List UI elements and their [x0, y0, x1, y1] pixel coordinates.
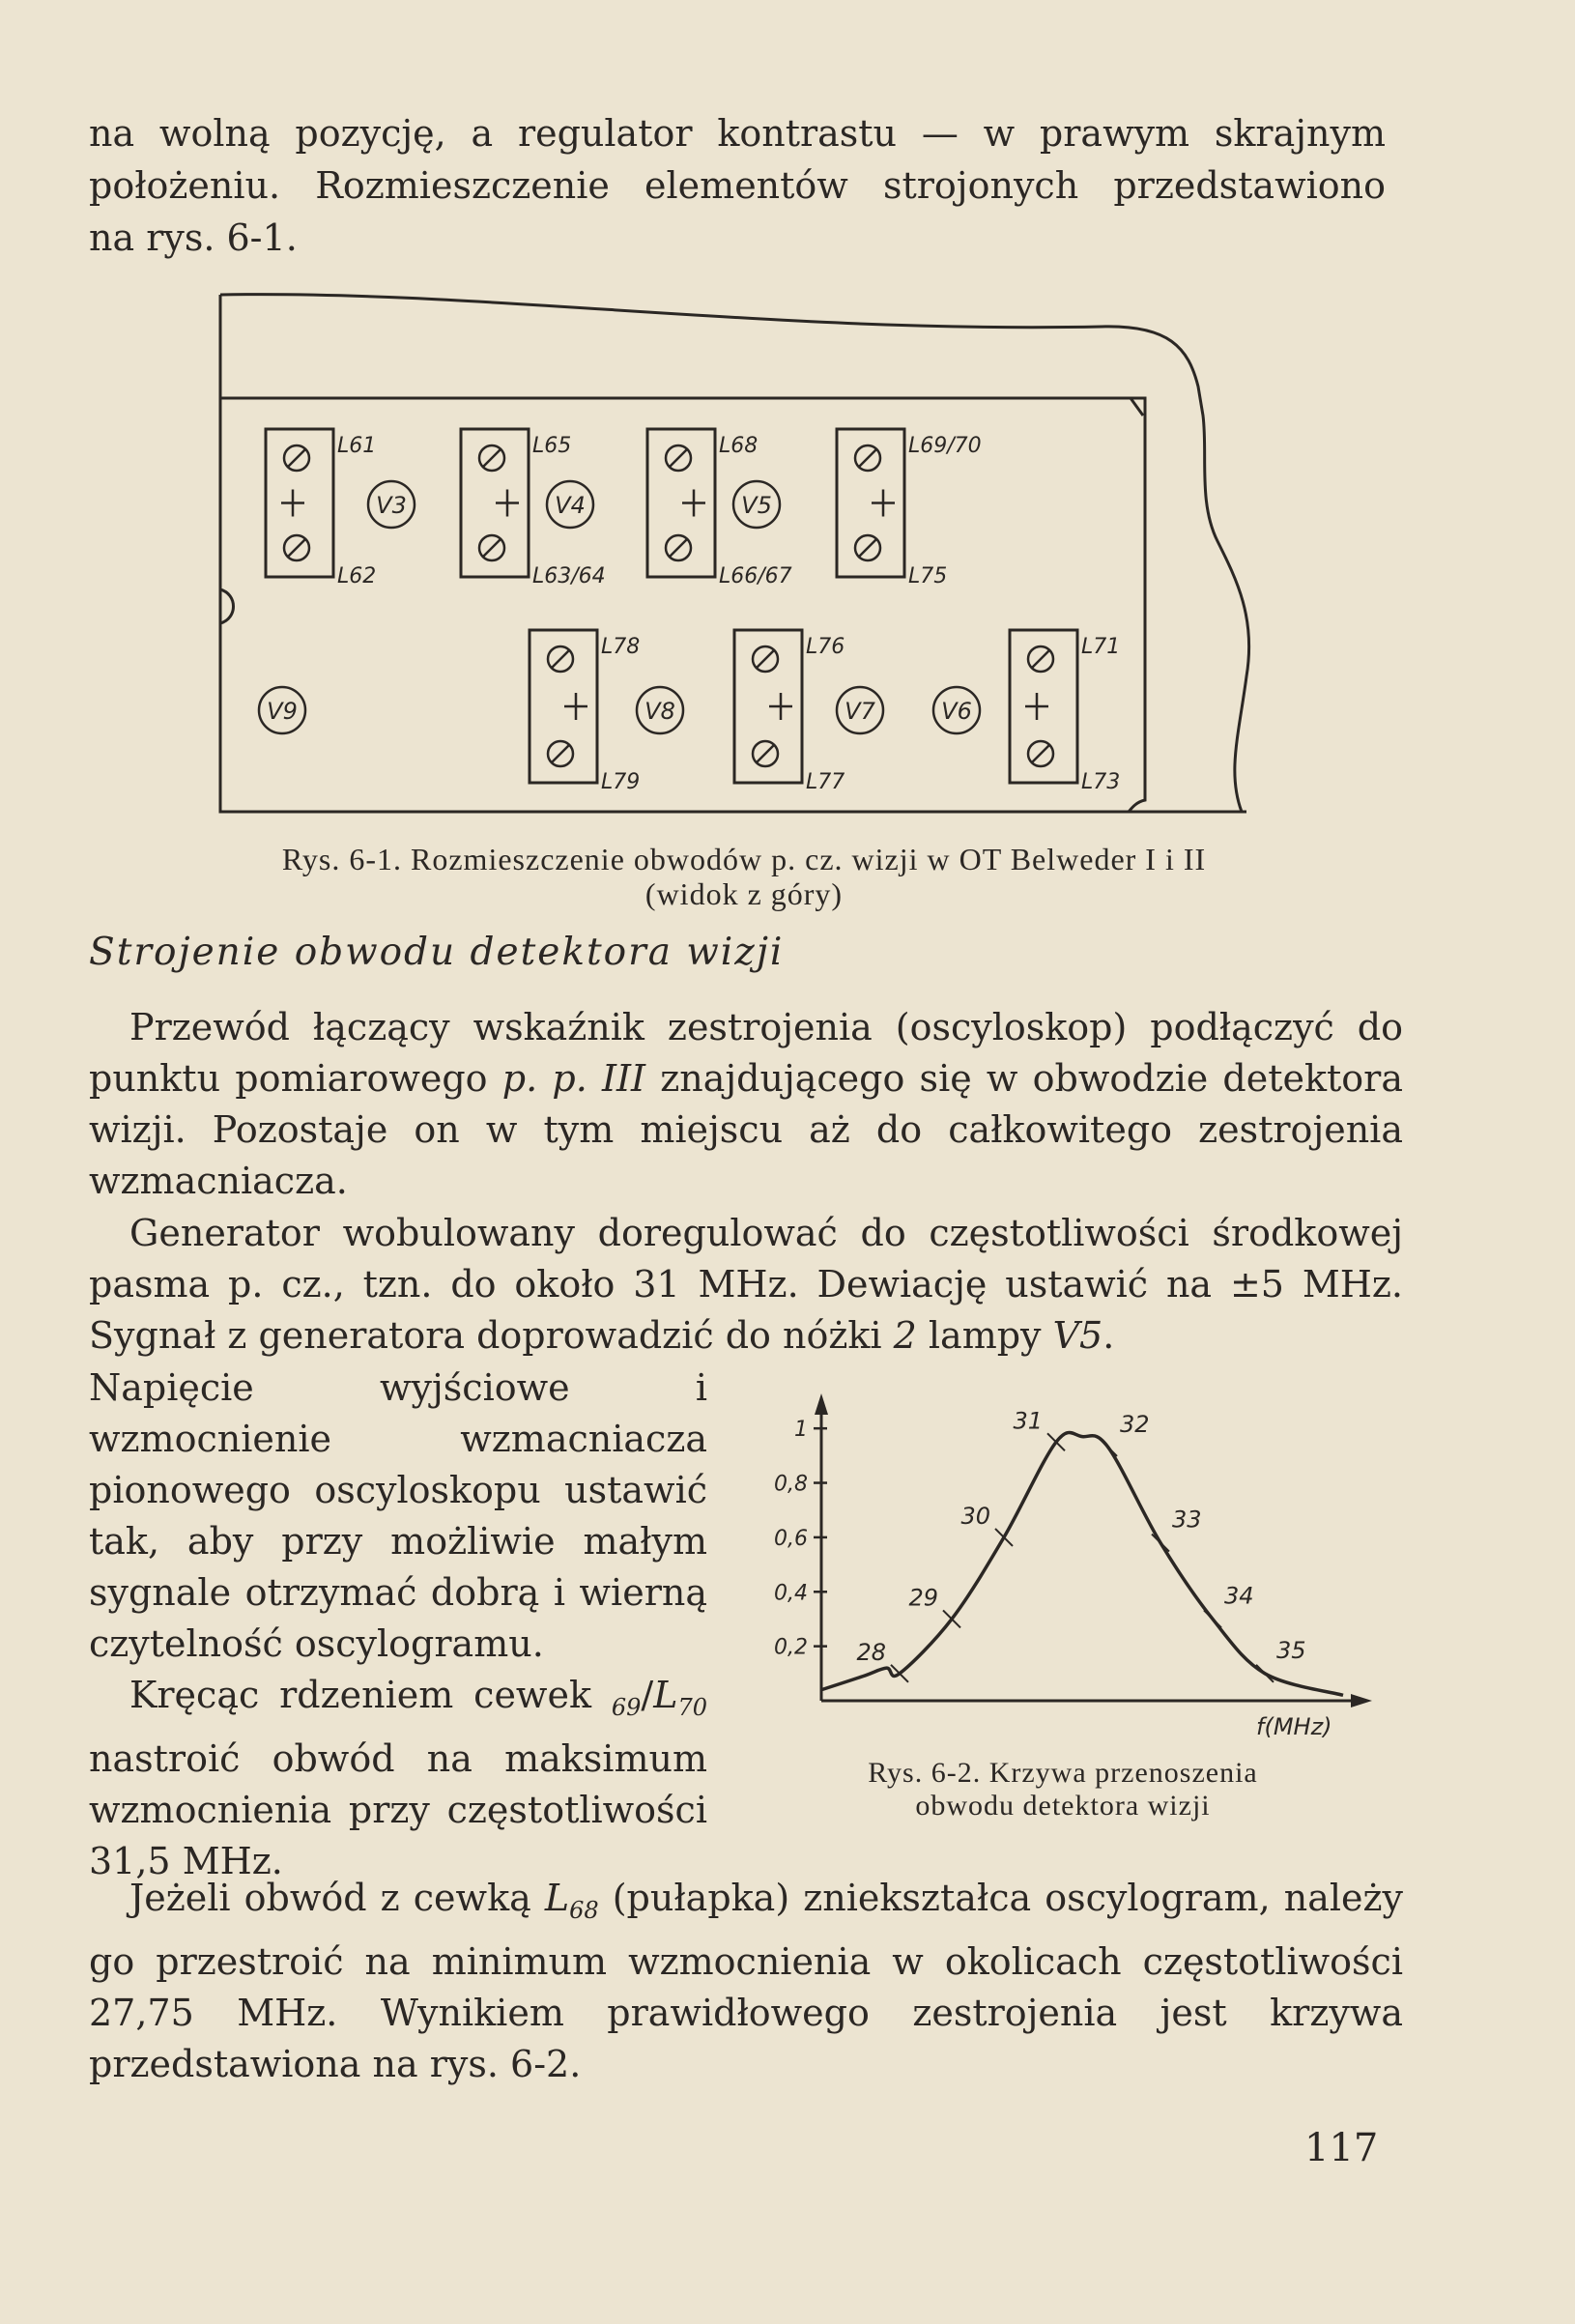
- plus-terminal-icon: [872, 490, 895, 517]
- coil-label-top: L68: [719, 434, 759, 458]
- pin-number: 2: [893, 1314, 917, 1357]
- intro-line-1: na wolną pozycję, a regulator kontrastu — w prawym skrajnym: [89, 112, 1386, 155]
- tube-v7: [837, 687, 883, 733]
- tube-v5-label: V5: [741, 492, 772, 519]
- tube-v8: [637, 687, 683, 733]
- frequency-label: 31: [1013, 1407, 1043, 1435]
- tube-v4: [547, 481, 593, 528]
- coil-label-bottom: L79: [601, 770, 641, 794]
- coil-ref-l69: 69: [611, 1694, 642, 1721]
- adjust-screw-icon: [666, 535, 691, 560]
- y-tick-label: 0,2: [774, 1635, 808, 1660]
- tube-v6-label: V6: [941, 698, 972, 725]
- frequency-marker: [995, 1529, 1013, 1546]
- tube-v3: [368, 481, 415, 528]
- coil-ref-l68: $L_{68}$: [544, 1877, 599, 1924]
- coil-block-bottom-3: [1010, 630, 1120, 794]
- measure-point-ref: p. p. III: [501, 1057, 646, 1100]
- adjust-screw-icon: [753, 741, 778, 766]
- frequency-marker: [1152, 1535, 1169, 1552]
- frequency-label: 29: [908, 1584, 938, 1612]
- coil-block-bottom-2: [734, 630, 845, 794]
- y-tick-label: 1: [794, 1418, 808, 1443]
- tube-v7-label: V7: [845, 698, 875, 725]
- adjust-screw-icon: [284, 535, 309, 560]
- paragraph-5-text-a: Jeżeli obwód z cewką: [129, 1877, 545, 1919]
- figure-6-2-chart: [754, 1382, 1382, 1749]
- adjust-screw-icon: [855, 535, 880, 560]
- y-tick-label: 0,8: [774, 1472, 808, 1497]
- x-axis-arrow: [1351, 1694, 1372, 1707]
- frequency-label: 32: [1120, 1410, 1150, 1438]
- adjust-screw-icon: [666, 445, 691, 471]
- frequency-label: 35: [1276, 1636, 1306, 1664]
- frequency-marker: [1100, 1439, 1117, 1456]
- coil-label-bottom: L75: [908, 564, 948, 588]
- coil-ref-l70: $L_{70}$: [653, 1674, 707, 1721]
- plus-terminal-icon: [564, 693, 587, 720]
- tube-v6: [933, 687, 980, 733]
- adjust-screw-icon: [479, 445, 504, 471]
- plus-terminal-icon: [1025, 693, 1048, 720]
- plus-terminal-icon: [281, 490, 304, 517]
- paragraph-2-text-c: lampy: [916, 1314, 1053, 1357]
- tube-ref: V5: [1052, 1314, 1103, 1357]
- coil-label-top: L71: [1081, 635, 1121, 659]
- coil-label-top: L78: [601, 635, 641, 659]
- tube-v8-label: V8: [644, 698, 675, 725]
- figure-6-1: [0, 0, 1575, 850]
- adjust-screw-icon: [753, 646, 778, 672]
- adjust-screw-icon: [479, 535, 504, 560]
- coil-block-bottom-1: [530, 630, 640, 794]
- coil-label-top: L76: [806, 635, 845, 659]
- frequency-label: 30: [960, 1502, 990, 1530]
- y-tick-label: 0,6: [774, 1526, 808, 1551]
- coil-label-bottom: L73: [1081, 770, 1121, 794]
- adjust-screw-icon: [1028, 741, 1053, 766]
- page-number: 117: [1304, 2126, 1379, 2170]
- adjust-screw-icon: [548, 741, 573, 766]
- figure-6-2-caption-line-2: obwodu detektora wizji: [915, 1790, 1211, 1822]
- figure-6-1-caption-line-2: (widok z góry): [644, 876, 844, 911]
- frequency-marker: [1204, 1610, 1221, 1627]
- frequency-marker: [1256, 1665, 1274, 1682]
- figure-6-2-caption-line-1: Rys. 6-2. Krzywa przenoszenia: [868, 1757, 1258, 1789]
- paragraph-4-text-a: Kręcąc rdzeniem cewek: [129, 1674, 612, 1716]
- intro-line-3: na rys. 6-1.: [89, 216, 298, 259]
- adjust-screw-icon: [1028, 646, 1053, 672]
- coil-label-bottom: L77: [806, 770, 845, 794]
- plus-terminal-icon: [496, 490, 519, 517]
- paragraph-1: [89, 1002, 1403, 1207]
- adjust-screw-icon: [284, 445, 309, 471]
- coil-label-top: L61: [337, 434, 377, 458]
- intro-line-2: położeniu. Rozmieszczenie elementów strojonych przedstawiono: [89, 164, 1386, 207]
- tube-v3-label: V3: [376, 492, 407, 519]
- tube-v4-label: V4: [555, 492, 586, 519]
- paragraph-5: [89, 1873, 1403, 2090]
- frequency-label: 33: [1172, 1506, 1202, 1534]
- frequency-label: 28: [856, 1638, 886, 1666]
- transfer-curve: [821, 1432, 1343, 1695]
- y-tick-label: 0,4: [774, 1581, 808, 1606]
- paragraph-2-text-e: .: [1102, 1314, 1115, 1357]
- coil-label-top: L69/70: [908, 434, 982, 458]
- section-heading: Strojenie obwodu detektora wizji: [89, 931, 785, 974]
- paragraph-2-text-a: Generator wobulowany doregulować do częstotliwości środkowej pasma p. cz., tzn. do około 31 MHz. Dewiację ustawić na ±5 MHz. Sygnał z generatora doprowadzić do nóżki: [89, 1212, 1403, 1357]
- adjust-screw-icon: [548, 646, 573, 672]
- tube-v9-label: V9: [267, 698, 298, 725]
- paragraph-4-text-c: nastroić obwód na maksimum wzmocnienia przy częstotliwości 31,5 MHz.: [89, 1737, 707, 1882]
- coil-label-top: L65: [532, 434, 572, 458]
- tube-v9: [259, 687, 305, 733]
- paragraph-3: Napięcie wyjściowe i wzmocnienie wzmacniacza pionowego oscyloskopu ustawić tak, aby przy możliwie małym sygnale otrzymać dobrą i wierną czytelność oscylogramu.: [89, 1366, 707, 1665]
- paragraph-5-text-c: (pułapka) zniekształca oscylogram, należy go przestroić na minimum wzmocnienia w okolicach częstotliwości 27,75 MHz. Wynikiem prawidłowego zestrojenia jest krzywa przedstawiona na rys. 6-2.: [89, 1877, 1403, 2085]
- figure-6-1-caption-line-1: Rys. 6-1. Rozmieszczenie obwodów p. cz. wizji w OT Belweder I i II: [281, 842, 1207, 876]
- frequency-label: 34: [1224, 1582, 1254, 1610]
- coil-label-bottom: L66/67: [719, 564, 792, 588]
- paragraph-4: Kręcąc rdzeniem cewek $_{69}/L_{70}$ nastroić obwód na maksimum wzmocnienia przy częstotliwości 31,5 MHz.: [89, 1674, 707, 1882]
- plus-terminal-icon: [682, 490, 705, 517]
- coil-label-bottom: L63/64: [532, 564, 606, 588]
- adjust-screw-icon: [855, 445, 880, 471]
- coil-block-top-4: [837, 429, 982, 588]
- paragraph-1-text-a: Przewód łączący wskaźnik zestrojenia (oscyloskop) podłączyć do punktu pomiarowego: [89, 1006, 1403, 1100]
- plus-terminal-icon: [769, 693, 792, 720]
- x-axis-label: f(MHz): [1256, 1713, 1332, 1740]
- paragraph-1-text-c: znajdującego się w obwodzie detektora wizji. Pozostaje on w tym miejscu aż do całkowitego zestrojenia wzmacniacza.: [89, 1057, 1404, 1202]
- tube-v5: [733, 481, 780, 528]
- y-axis-arrow: [815, 1393, 828, 1415]
- coil-label-bottom: L62: [337, 564, 377, 588]
- paragraph-2: [89, 1208, 1403, 1362]
- coil-block-top-1: [266, 429, 376, 588]
